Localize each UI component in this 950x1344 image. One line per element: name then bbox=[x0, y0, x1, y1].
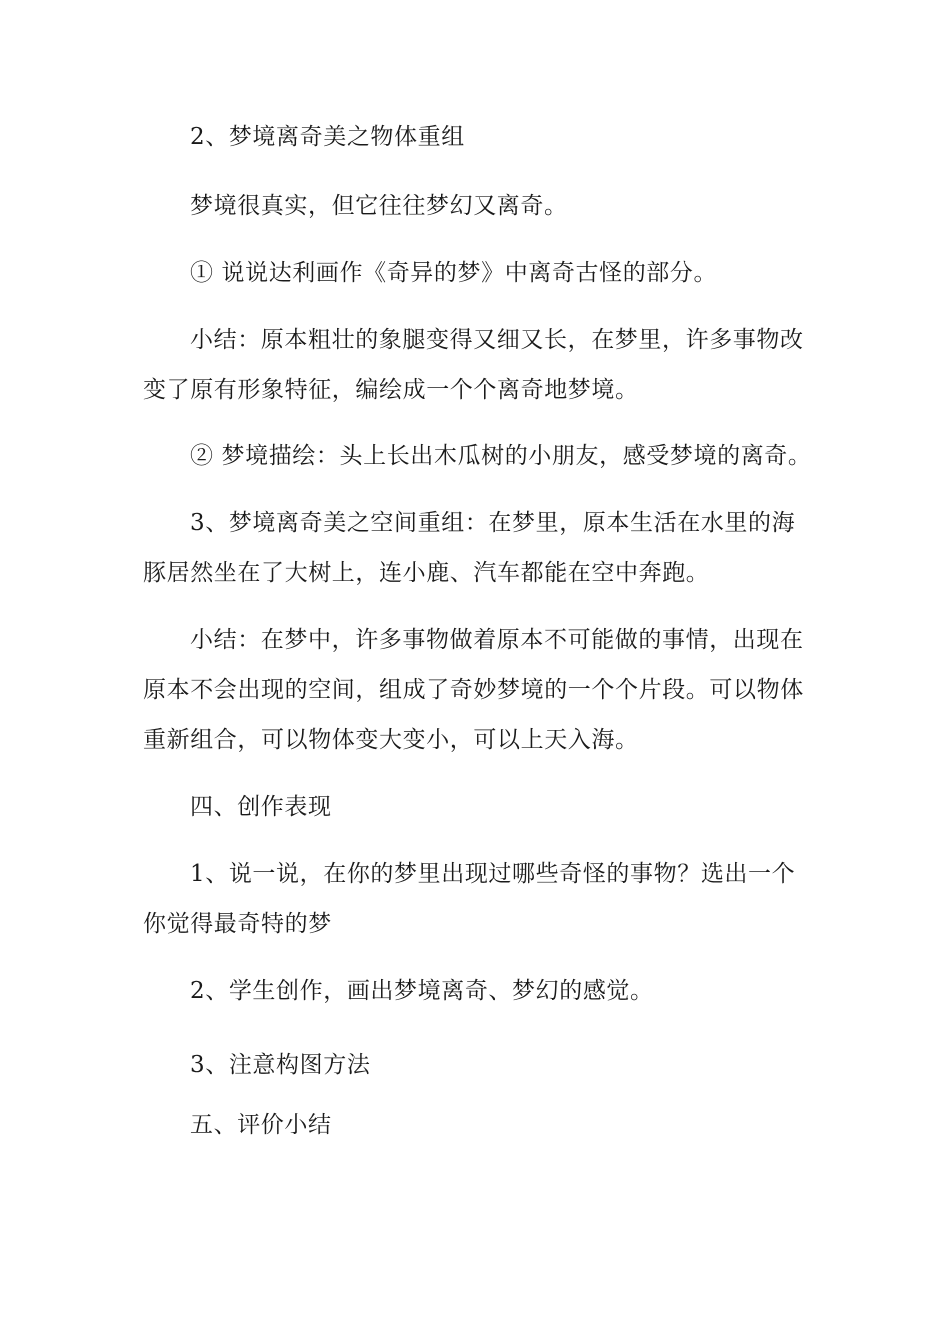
heading-evaluation-summary bbox=[143, 1100, 813, 1150]
text-line: 梦境很真实，但它往往梦幻又离奇。 bbox=[190, 193, 568, 219]
text-line: 变了原有形象特征，编绘成一个个离奇地梦境。 bbox=[143, 377, 639, 403]
list-item-student-creation bbox=[143, 966, 813, 1016]
text-line: 重新组合，可以物体变大变小，可以上天入海。 bbox=[143, 727, 639, 753]
text-line: 四、创作表现 bbox=[190, 794, 332, 820]
text-line: ② 梦境描绘：头上长出木瓜树的小朋友，感受梦境的离奇。 bbox=[190, 443, 812, 469]
text-line: 原本不会出现的空间，组成了奇妙梦境的一个个片段。可以物体 bbox=[143, 677, 804, 703]
heading-creative-expression bbox=[143, 782, 813, 832]
text-line: 3、梦境离奇美之空间重组：在梦里，原本生活在水里的海 bbox=[190, 510, 796, 536]
heading-space-recombination bbox=[143, 498, 813, 598]
text-line: 小结：原本粗壮的象腿变得又细又长，在梦里，许多事物改 bbox=[190, 327, 804, 353]
paragraph-summary-1 bbox=[143, 315, 813, 415]
list-item-talk bbox=[143, 849, 813, 949]
text-line: 你觉得最奇特的梦 bbox=[143, 911, 332, 937]
text-line: 小结：在梦中，许多事物做着原本不可能做的事情，出现在 bbox=[190, 627, 804, 653]
text-line: 五、评价小结 bbox=[190, 1112, 332, 1138]
text-line: ① 说说达利画作《奇异的梦》中离奇古怪的部分。 bbox=[190, 260, 718, 286]
heading-object-recombination bbox=[143, 112, 813, 162]
paragraph-summary-2 bbox=[143, 615, 813, 765]
text-line: 2、学生创作，画出梦境离奇、梦幻的感觉。 bbox=[190, 978, 654, 1004]
text-line: 豚居然坐在了大树上，连小鹿、汽车都能在空中奔跑。 bbox=[143, 560, 710, 586]
list-item-dali-painting bbox=[143, 248, 813, 298]
text-line: 3、注意构图方法 bbox=[190, 1052, 371, 1078]
list-item-composition bbox=[143, 1040, 813, 1090]
text-line: 1、说一说，在你的梦里出现过哪些奇怪的事物？选出一个 bbox=[190, 861, 796, 887]
text-line: 2、梦境离奇美之物体重组 bbox=[190, 124, 465, 150]
paragraph-dream-real bbox=[143, 181, 813, 231]
list-item-dream-depiction bbox=[143, 431, 813, 481]
